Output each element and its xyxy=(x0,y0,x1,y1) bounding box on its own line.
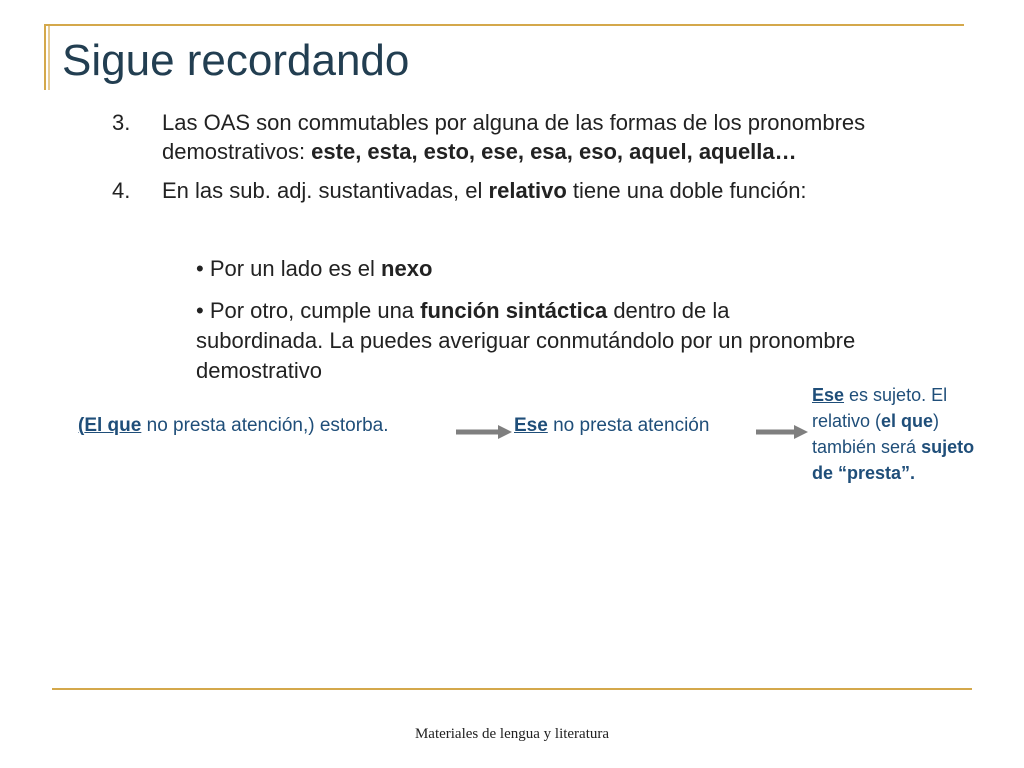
list-number: 3. xyxy=(112,110,131,135)
top-rule xyxy=(44,24,964,26)
slide-title: Sigue recordando xyxy=(62,36,410,85)
demonstratives-bold: este, esta, esto, ese, esa, eso, aquel, aquella… xyxy=(311,139,797,164)
left-rule-inner xyxy=(48,24,50,90)
bottom-rule xyxy=(52,688,972,690)
text-run: En las sub. adj. sustantivadas, el xyxy=(162,178,489,203)
el-que-highlight: El que xyxy=(84,415,142,436)
substitution-rest: no presta atención xyxy=(547,415,710,436)
text-run: • Por otro, cumple una xyxy=(196,298,421,323)
list-text xyxy=(162,108,942,166)
funcion-sintactica-bold: función sintáctica xyxy=(420,298,608,323)
text-run: dentro de la subordinada. La puedes averiguar conmutándolo por un pronombre demostrativo xyxy=(196,298,856,383)
example-rest: no presta atención,) estorba. xyxy=(141,415,389,436)
bullet-item xyxy=(196,296,856,386)
list-item-3 xyxy=(112,108,942,166)
note-el-que: el que xyxy=(881,411,934,431)
nexo-bold: nexo xyxy=(381,256,433,281)
list-text xyxy=(162,176,807,205)
footer-text: Materiales de lengua y literatura xyxy=(414,726,610,742)
text-run: • Por un lado es el xyxy=(196,256,382,281)
example-sentence xyxy=(78,415,389,437)
relativo-bold: relativo xyxy=(488,178,567,203)
ese-highlight: Ese xyxy=(514,415,548,436)
text-run: Las OAS son commutables por alguna de las formas de los pronombres demostrativos: xyxy=(162,110,866,164)
bullet-list xyxy=(196,254,856,398)
arrow-right-icon xyxy=(454,422,514,442)
substitution-sentence xyxy=(514,415,709,437)
arrow-right-icon xyxy=(754,422,810,442)
note-ese: Ese xyxy=(812,385,845,405)
explanation-note xyxy=(812,382,992,486)
example-open-paren: ( xyxy=(78,415,85,436)
list-number: 4. xyxy=(112,178,131,203)
list-item-4 xyxy=(112,176,942,205)
left-rule xyxy=(44,24,46,90)
text-run: tiene una doble función: xyxy=(566,178,807,203)
text-run: es sujeto. El relativo ( xyxy=(812,385,948,431)
numbered-list xyxy=(112,108,942,215)
bullet-item xyxy=(196,254,856,284)
note-sujeto: sujeto de “presta”. xyxy=(812,437,975,483)
text-run: ) también será xyxy=(812,411,940,457)
